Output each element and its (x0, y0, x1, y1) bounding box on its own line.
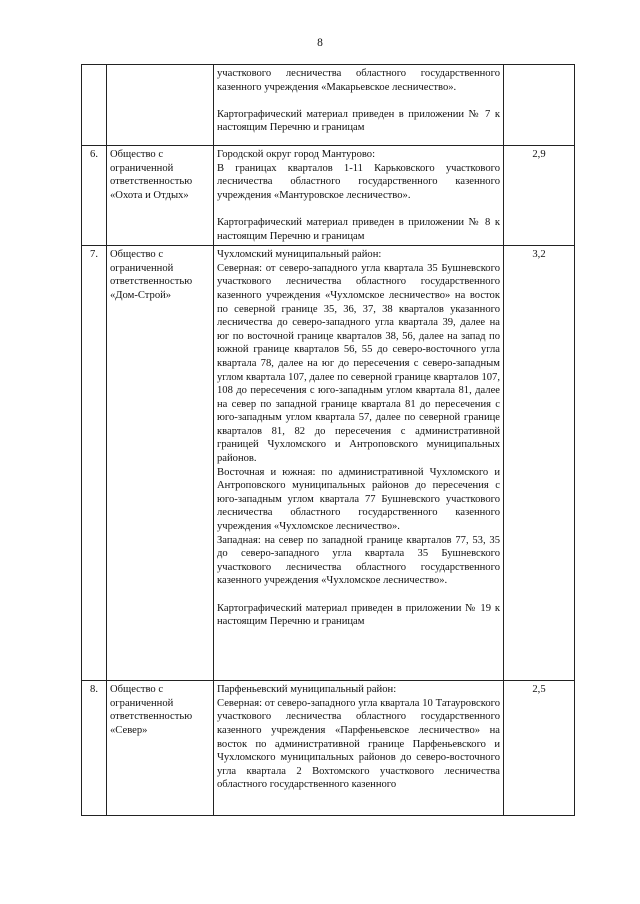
organization-name-line: «Север» (110, 724, 148, 736)
table-row (82, 65, 575, 146)
description-paragraph: Чухломский муниципальный район: (217, 249, 382, 261)
description-paragraph: Западная: на север по западной границе кварталов 77, 53, 35 до северо-западного угла квартала 35 Бушневского участкового лесничества областного государственного казенного учреждения «Чухломское лесничество». (217, 534, 500, 587)
table-row (82, 681, 575, 816)
organization-name-line: ограниченной ответственностью (110, 162, 193, 188)
organization-name-line: Общество с (110, 249, 164, 261)
row-number (82, 65, 107, 146)
row-number: 6. (82, 146, 107, 246)
description-paragraph: Городской округ город Мантурово: (217, 149, 376, 160)
description-paragraph: Северная: от северо-западного угла квартала 10 Татауровского участкового лесничества областного государственного казенного учреждения «Парфеньевское лесничество» на восток по административной границе Парфеньевского и Чухломского муниципальных районов до северо-восточного угла квартала 2 Вохтомского участкового лесничества областного государственного казенного (217, 697, 500, 791)
row-number: 7. (82, 246, 107, 681)
area-value: 2,9 (504, 146, 575, 246)
description-paragraph: участкового лесничества областного государственного казенного учреждения «Макарьевское лесничество». (217, 68, 500, 93)
area-value: 3,2 (504, 246, 575, 681)
organization-cell (107, 246, 214, 681)
organization-name-line: «Охота и Отдых» (110, 189, 189, 201)
description-cell (214, 146, 504, 246)
page-number: 8 (317, 37, 323, 49)
description-paragraph: В границах кварталов 1-11 Карьковского участкового лесничества областного государственного казенного учреждения «Мантуровское лесничество». (217, 162, 500, 201)
description-paragraph: Восточная и южная: по административной Чухломского и Антроповского муниципальных районов до пересечения с юго-западным углом квартала 77 Бушневского участкового лесничества областного государственного казенного учреждения «Чухломское лесничество». (217, 466, 500, 533)
description-cell (214, 65, 504, 146)
organization-cell (107, 65, 214, 146)
area-value: 2,5 (504, 681, 575, 816)
description-cell (214, 681, 504, 816)
description-cell (214, 246, 504, 681)
organization-name-line: Общество с (110, 684, 164, 696)
description-paragraph: Парфеньевский муниципальный район: (217, 684, 397, 696)
forest-areas-table (81, 64, 575, 816)
area-value (504, 65, 575, 146)
organization-name-line: ограниченной ответственностью (110, 697, 193, 723)
organization-cell (107, 146, 214, 246)
organization-name-line: ограниченной ответственностью (110, 262, 193, 288)
organization-name-line: Общество с (110, 149, 164, 160)
description-paragraph: Картографический материал приведен в приложении № 7 к настоящим Перечню и границам (217, 108, 500, 134)
organization-name-line: «Дом-Строй» (110, 289, 172, 301)
description-paragraph: Картографический материал приведен в приложении № 19 к настоящим Перечню и границам (217, 602, 500, 628)
table-row (82, 246, 575, 681)
description-paragraph: Северная: от северо-западного угла квартала 35 Бушневского участкового лесничества областного государственного казенного учреждения «Чухломское лесничество» на восток по северной границе 35, 36, 37, 38 кварталов указанного лесничества до северо-западного угла квартала 39, далее на юг по восточной границе кварталов 38, 56, далее на запад по южной границе кварталов 56, 55 до северо-восточного угла квартала 78, далее на юг до пересечения с северо-западным углом квартала 107, далее по северной границе кварталов 107, 108 до пересечения с юго-западным углом квартала 81, далее на север по западной границе квартала 81 до пересечения с юго-западным углом квартала 57, далее по северной границе кварталов 81, 82 до пересечения с административной границей Чухломского и Антроповского муниципальных районов. (217, 262, 500, 465)
description-paragraph: Картографический материал приведен в приложении № 8 к настоящим Перечню и границам (217, 216, 500, 242)
table-row (82, 146, 575, 246)
row-number: 8. (82, 681, 107, 816)
organization-cell (107, 681, 214, 816)
